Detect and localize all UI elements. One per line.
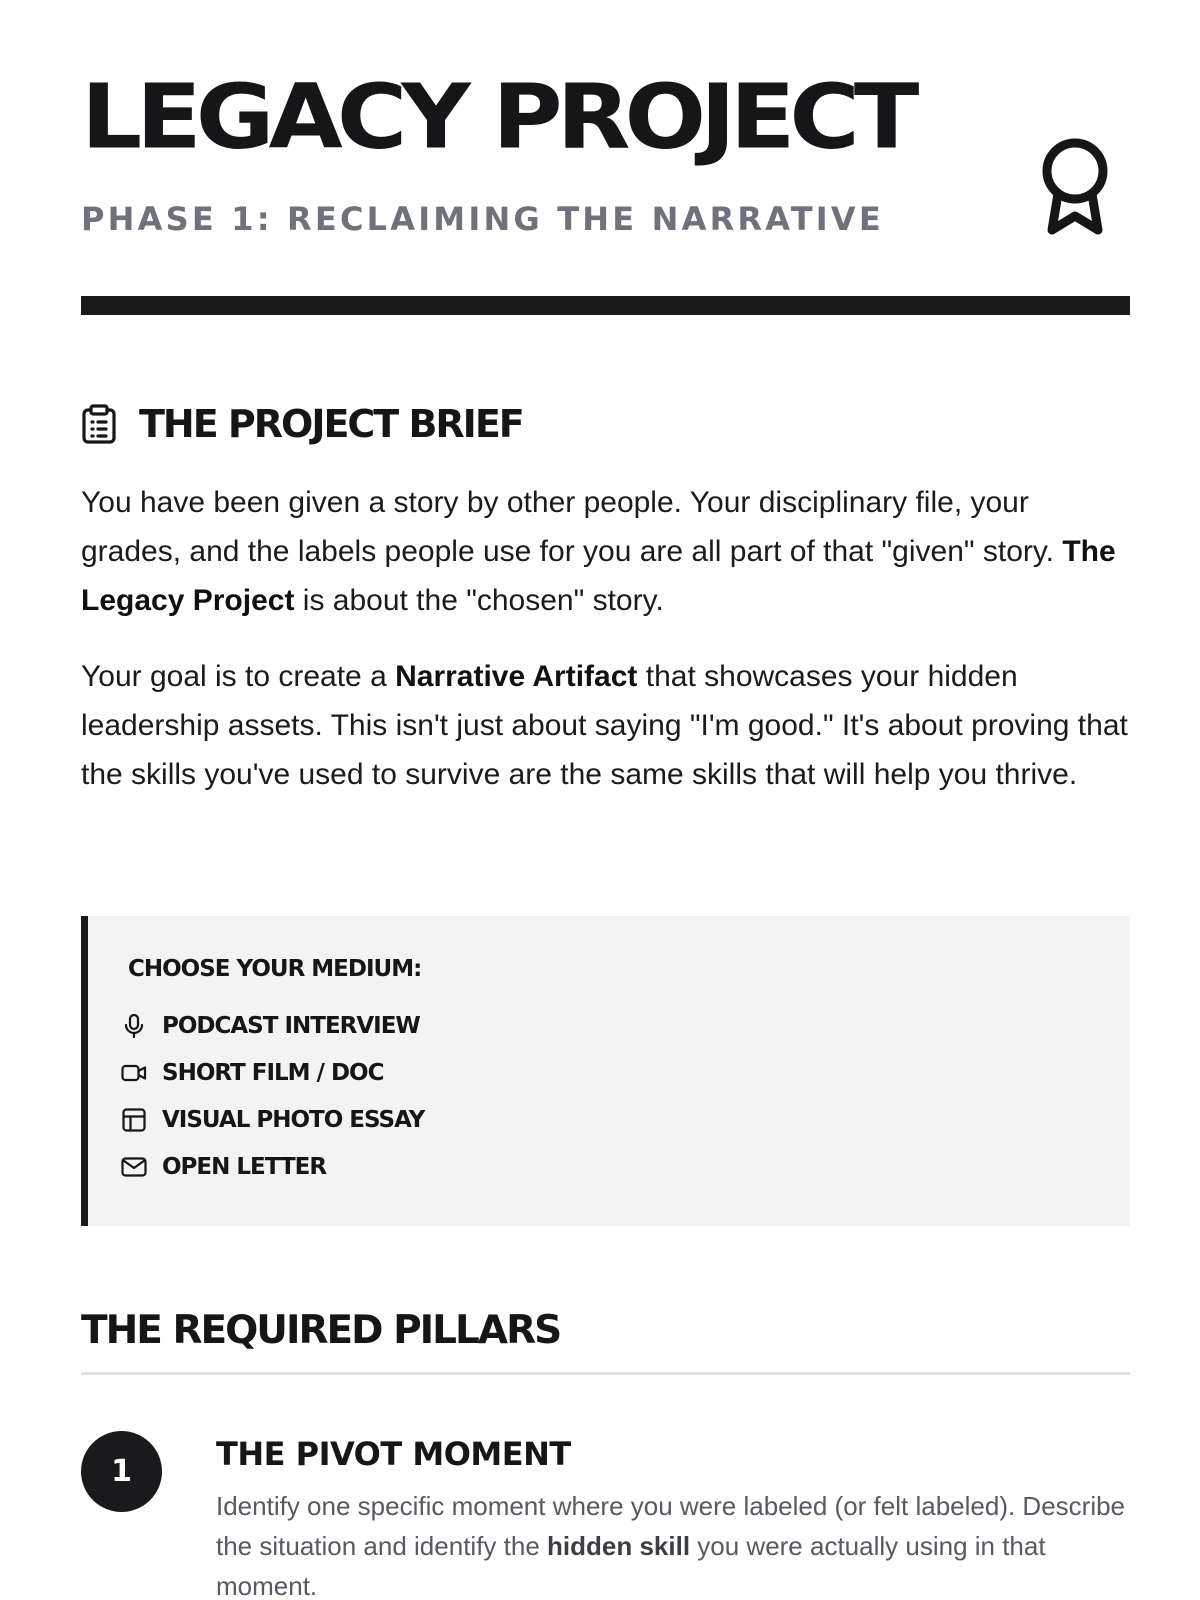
medium-item-label: VISUAL PHOTO ESSAY bbox=[162, 1107, 425, 1133]
document-page bbox=[81, 0, 1130, 1600]
medium-item-open-letter bbox=[121, 1151, 326, 1183]
clipboard-icon bbox=[81, 404, 117, 444]
brief-paragraph-2-text-end: that showcases your hidden leadership assets. This isn't just about saying "I'm good." It's about proving that the skills you've used to survive are the same skills that will help you thrive. bbox=[81, 660, 1128, 791]
brief-paragraph-2 bbox=[81, 652, 1130, 799]
medium-item-label: OPEN LETTER bbox=[162, 1154, 327, 1180]
page-header bbox=[81, 0, 1130, 315]
pillars-heading: THE REQUIRED PILLARS bbox=[81, 1308, 561, 1353]
medium-item-film bbox=[121, 1057, 384, 1089]
brief-paragraph-1-text: You have been given a story by other people. Your disciplinary file, your grades, and the labels people use for you are all part of that "given" story. bbox=[81, 486, 1063, 568]
brief-paragraph-2-text: Your goal is to create a bbox=[81, 660, 396, 693]
microphone-icon bbox=[121, 1013, 147, 1039]
award-icon bbox=[1038, 134, 1112, 244]
pillar-number-badge: 1 bbox=[81, 1431, 162, 1512]
layout-icon bbox=[121, 1107, 147, 1133]
page-title: LEGACY PROJECT bbox=[81, 64, 914, 169]
mail-icon bbox=[121, 1154, 147, 1180]
medium-item-podcast bbox=[121, 1010, 420, 1042]
brief-paragraph-2-emphasis: Narrative Artifact bbox=[395, 660, 638, 693]
pillar-description-emphasis: hidden skill bbox=[547, 1531, 691, 1561]
pillar-description bbox=[216, 1486, 1130, 1600]
pillar-description-text: Identify one specific moment where you were labeled (or felt labeled). Describe the situation and identify the bbox=[216, 1491, 1126, 1561]
pillars-divider bbox=[81, 1372, 1130, 1375]
header-divider bbox=[81, 296, 1130, 315]
page-subtitle: PHASE 1: RECLAIMING THE NARRATIVE bbox=[81, 200, 884, 238]
video-camera-icon bbox=[121, 1060, 147, 1086]
brief-heading bbox=[81, 402, 523, 446]
pillar-description-text-end: you were actually using in that moment. bbox=[216, 1531, 1046, 1600]
medium-item-photo-essay bbox=[121, 1104, 424, 1136]
brief-title: THE PROJECT BRIEF bbox=[139, 402, 523, 446]
medium-item-label: SHORT FILM / DOC bbox=[162, 1060, 384, 1086]
brief-paragraph-1-text-end: is about the "chosen" story. bbox=[294, 584, 664, 617]
medium-item-label: PODCAST INTERVIEW bbox=[162, 1013, 420, 1039]
brief-paragraph-1 bbox=[81, 478, 1130, 625]
medium-title: CHOOSE YOUR MEDIUM: bbox=[128, 956, 422, 982]
pillar-title: THE PIVOT MOMENT bbox=[216, 1435, 571, 1473]
brief-paragraph-1-emphasis: The Legacy Project bbox=[81, 535, 1116, 617]
